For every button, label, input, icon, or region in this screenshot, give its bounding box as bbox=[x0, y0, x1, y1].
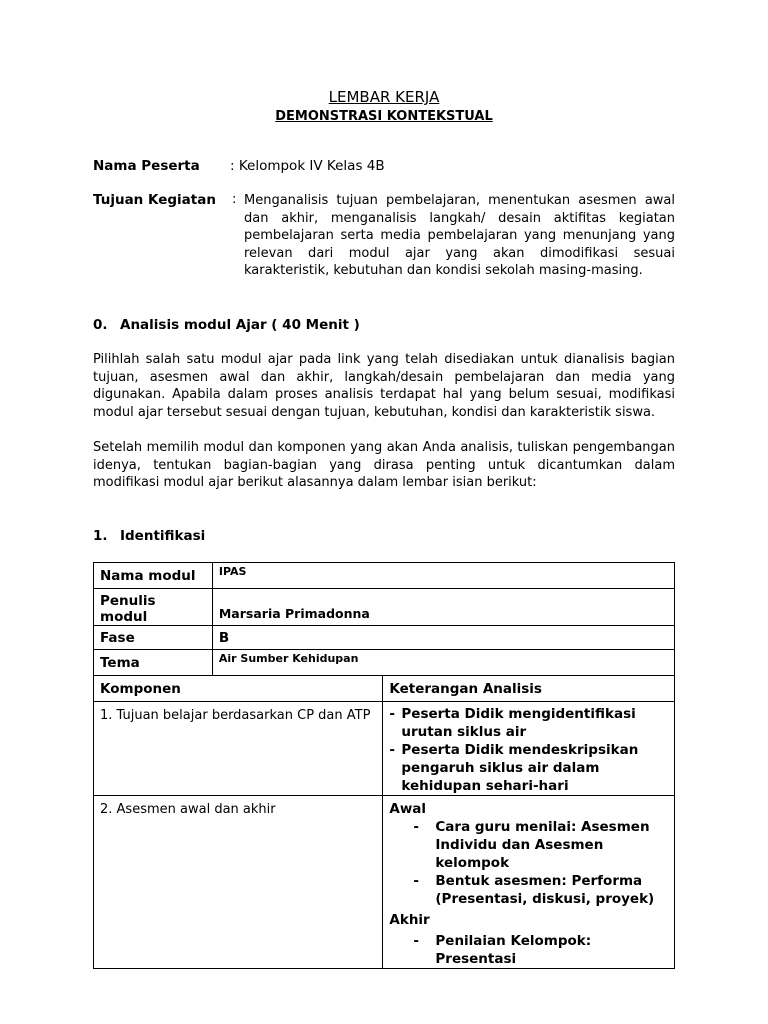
list-item: - Bentuk asesmen: Performa (Presentasi, diskusi, proyek) bbox=[413, 872, 668, 908]
list-item: - Peserta Didik mengidentifikasi urutan siklus air bbox=[389, 705, 668, 741]
identification-table bbox=[93, 562, 675, 969]
table-label-cell: Penulis modul bbox=[94, 589, 213, 626]
keterangan-cell bbox=[383, 702, 675, 796]
section-1-number: 1. bbox=[93, 528, 108, 544]
table-row bbox=[94, 626, 675, 650]
tujuan-kegiatan-colon: : bbox=[232, 192, 237, 207]
nama-peserta-label: Nama Peserta bbox=[93, 158, 200, 174]
table-row bbox=[94, 702, 675, 796]
table-row bbox=[94, 650, 675, 676]
table-label-cell: Tema bbox=[94, 650, 213, 676]
section-0-paragraph-1: Pilihlah salah satu modul ajar pada link yang telah disediakan untuk dianalisis bagian tujuan, asesmen awal dan akhir, langkah/desain pembelajaran dan media yang digunakan. Apabila dalam proses analisis terdapat hal yang belum sesuai, modifikasi modul ajar tersebut sesuai dengan tujuan, kebutuhan, kondisi dan karakteristik siswa. bbox=[93, 352, 675, 420]
section-0-heading bbox=[93, 317, 360, 333]
awal-label: Awal bbox=[389, 801, 427, 817]
document-subtitle: DEMONSTRASI KONTEKSTUAL bbox=[275, 109, 493, 124]
keterangan-cell bbox=[383, 796, 675, 969]
table-row bbox=[94, 589, 675, 626]
list-item: - Cara guru menilai: Asesmen Individu dan Asesmen kelompok bbox=[413, 818, 668, 872]
table-value-cell: Marsaria Primadonna bbox=[212, 589, 674, 626]
section-0-title: Analisis modul Ajar ( 40 Menit ) bbox=[120, 317, 360, 333]
table-value-cell: Air Sumber Kehidupan bbox=[212, 650, 674, 676]
akhir-label: Akhir bbox=[389, 912, 430, 928]
list-item: - Peserta Didik mendeskripsikan pengaruh siklus air dalam kehidupan sehari-hari bbox=[389, 741, 668, 795]
list-item: - Penilaian Kelompok: Presentasi bbox=[413, 932, 668, 968]
komponen-cell: 1. Tujuan belajar berdasarkan CP dan ATP bbox=[94, 702, 383, 796]
table-label-cell: Nama modul bbox=[94, 563, 213, 589]
section-1-title: Identifikasi bbox=[120, 528, 206, 544]
tujuan-kegiatan-value: Menganalisis tujuan pembelajaran, menentukan asesmen awal dan akhir, menganalisis langkah/ desain aktifitas kegiatan pembelajaran serta media pembelajaran yang menunjang yang relevan dari modul ajar yang akan dimodifikasi sesuai karakteristik, kebutuhan dan kondisi sekolah masing-masing. bbox=[244, 193, 675, 278]
section-0-paragraph-2: Setelah memilih modul dan komponen yang akan Anda analisis, tuliskan pengembangan idenya, tentukan bagian-bagian yang dirasa penting untuk dicantumkan dalam modifikasi modul ajar berikut alasannya dalam lembar isian berikut: bbox=[93, 440, 675, 490]
table-header-row bbox=[94, 676, 675, 702]
table-value-cell: IPAS bbox=[212, 563, 674, 589]
komponen-cell: 2. Asesmen awal dan akhir bbox=[94, 796, 383, 969]
nama-peserta-value: : Kelompok IV Kelas 4B bbox=[230, 158, 385, 174]
section-0-number: 0. bbox=[93, 317, 108, 333]
table-row bbox=[94, 563, 675, 589]
tujuan-kegiatan-label: Tujuan Kegiatan bbox=[93, 192, 216, 208]
table-label-cell: Fase bbox=[94, 626, 213, 650]
document-title: LEMBAR KERJA bbox=[328, 88, 440, 106]
table-value-cell: B bbox=[212, 626, 674, 650]
section-1-heading bbox=[93, 528, 205, 544]
komponen-header: Komponen bbox=[94, 676, 383, 702]
keterangan-header: Keterangan Analisis bbox=[383, 676, 675, 702]
table-row bbox=[94, 796, 675, 969]
